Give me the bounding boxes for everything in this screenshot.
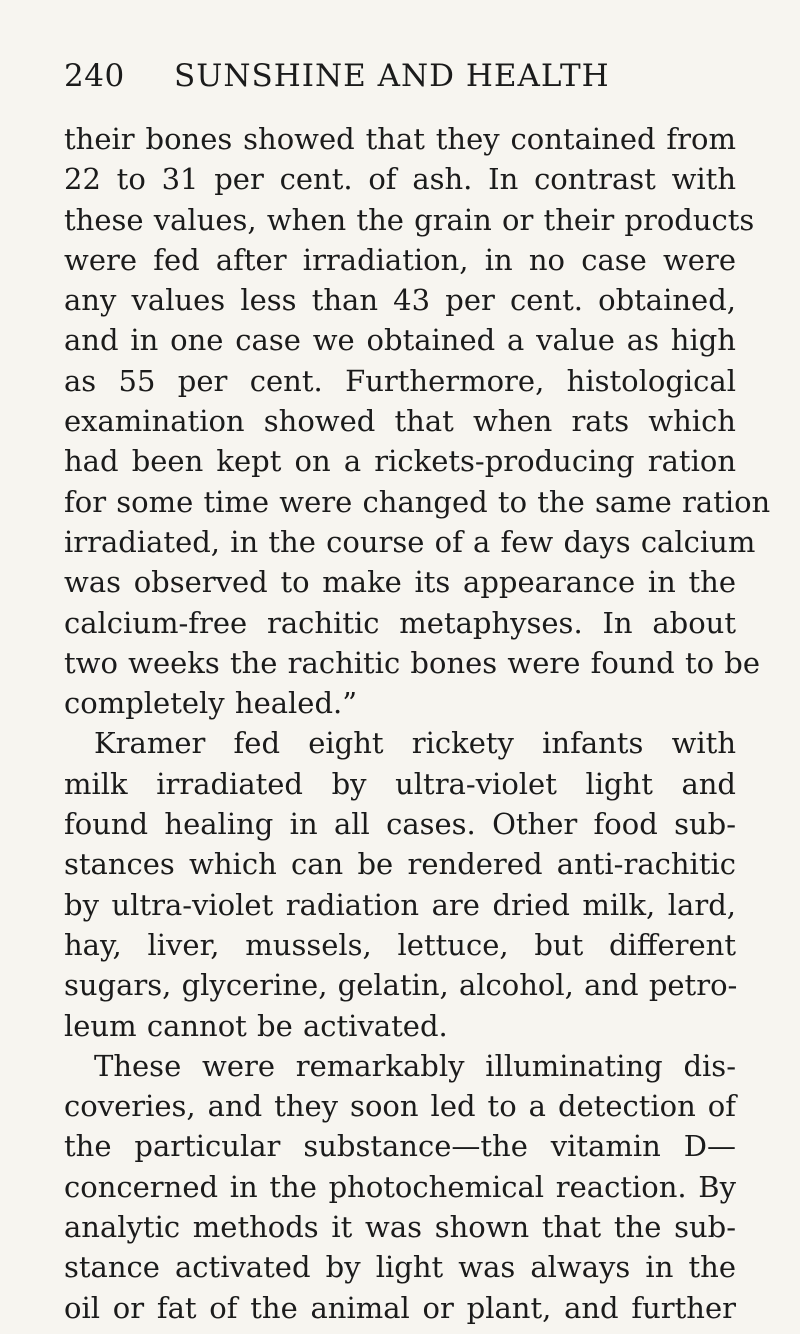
text-line: were fed after irradiation, in no case were	[64, 242, 736, 277]
text-line: completely healed.”	[64, 686, 358, 721]
text-line: stances which can be rendered anti-rachitic	[64, 847, 736, 882]
text-line: and in one case we obtained a value as high	[64, 323, 736, 358]
text-line: their bones showed that they contained from	[64, 122, 736, 156]
text-line: concerned in the photochemical reaction. By	[64, 1169, 736, 1204]
text-line: leum cannot be activated.	[64, 1008, 448, 1043]
text-line: irradiated, in the course of a few days calcium	[64, 524, 756, 559]
running-title: SUNSHINE AND HEALTH	[174, 58, 610, 94]
text-line: stance activated by light was always in the	[64, 1250, 736, 1285]
text-line: examination showed that when rats which	[64, 404, 736, 439]
text-line: 22 to 31 per cent. of ash. In contrast with	[64, 162, 736, 197]
text-line: was observed to make its appearance in the	[64, 565, 736, 600]
text-line: sugars, glycerine, gelatin, alcohol, and petro-	[64, 968, 738, 1003]
text-line: These were remarkably illuminating dis-	[94, 1048, 736, 1083]
text-line: two weeks the rachitic bones were found to be	[64, 645, 760, 680]
text-line: as 55 per cent. Furthermore, histological	[64, 363, 736, 398]
text-line: coveries, and they soon led to a detection of	[64, 1089, 736, 1124]
body-text	[64, 119, 771, 1328]
text-line: by ultra-violet radiation are dried milk, lard,	[64, 887, 736, 922]
text-line: analytic methods it was shown that the sub-	[64, 1210, 736, 1245]
text-line: any values less than 43 per cent. obtained,	[64, 283, 736, 318]
text-line: for some time were changed to the same ration	[64, 484, 771, 519]
page-number: 240	[64, 58, 125, 94]
text-line: the particular substance—the vitamin D—	[64, 1129, 736, 1164]
running-head	[64, 58, 736, 108]
text-line: had been kept on a rickets-producing ration	[64, 444, 736, 479]
text-line: Kramer fed eight rickety infants with	[94, 726, 736, 761]
text-line: calcium-free rachitic metaphyses. In about	[64, 605, 736, 640]
text-line: these values, when the grain or their products	[64, 202, 755, 237]
text-line: hay, liver, mussels, lettuce, but different	[64, 927, 736, 962]
text-line: found healing in all cases. Other food sub-	[64, 807, 736, 842]
text-line: oil or fat of the animal or plant, and further	[64, 1290, 736, 1325]
text-line: milk irradiated by ultra-violet light and	[64, 766, 736, 801]
